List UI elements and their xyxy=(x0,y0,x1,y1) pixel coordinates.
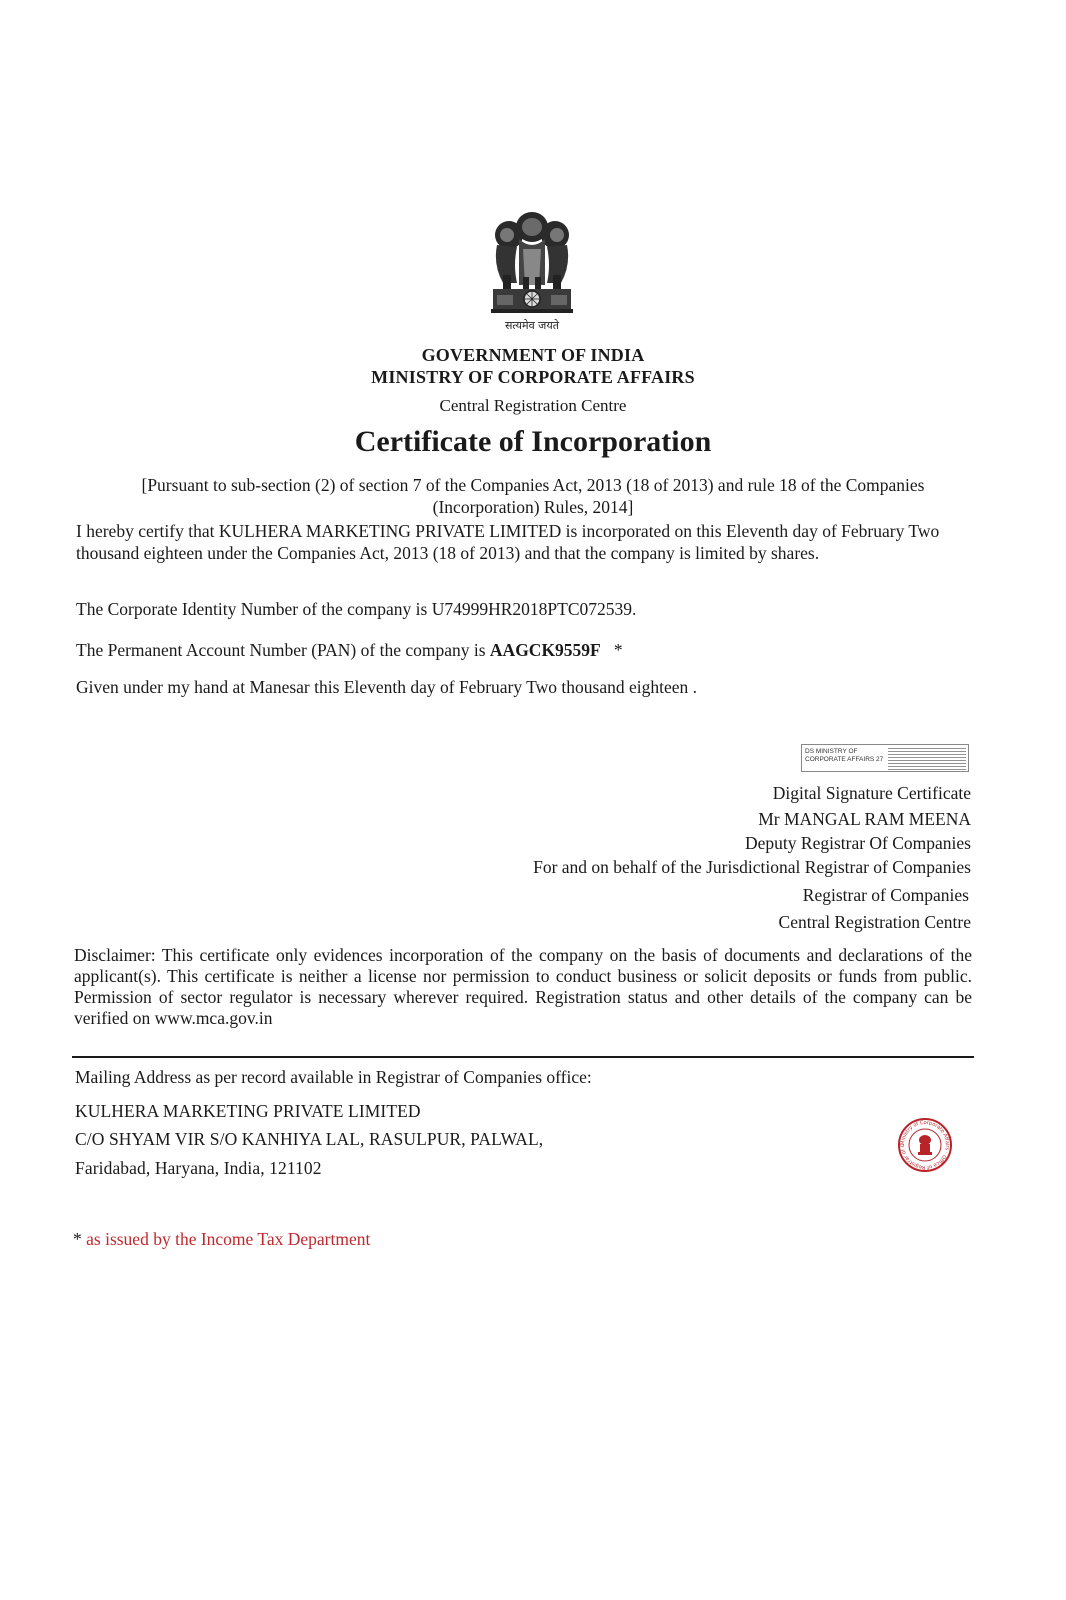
dsc-label: Digital Signature Certificate xyxy=(772,783,971,803)
mailing-address-label: Mailing Address as per record available in Registrar of Companies office: xyxy=(75,1067,592,1087)
national-emblem xyxy=(483,205,581,335)
pan-statement xyxy=(76,639,976,661)
digital-signature-stamp xyxy=(801,744,969,772)
seal-icon xyxy=(897,1117,953,1173)
pan-footnote xyxy=(73,1229,370,1250)
address-line-3: Faridabad, Haryana, India, 121102 xyxy=(75,1158,322,1178)
signatory-behalf: For and on behalf of the Jurisdictional Registrar of Companies xyxy=(533,857,971,877)
footnote-asterisk: * xyxy=(73,1229,82,1249)
ministry-heading: MINISTRY OF CORPORATE AFFAIRS xyxy=(371,367,695,387)
government-heading: GOVERNMENT OF INDIA xyxy=(421,345,645,365)
signatory-registrar: Registrar of Companies xyxy=(802,885,969,905)
seal-text: Ministry of Corporate Affairs · Office of Registrar of C xyxy=(899,1119,951,1171)
given-statement: Given under my hand at Manesar this Eleventh day of February Two thousand eighteen . xyxy=(76,677,698,697)
certification-statement: I hereby certify that KULHERA MARKETING PRIVATE LIMITED is incorporated on this Eleventh day of February Two thousand eighteen under the Companies Act, 2013 (18 of 2013) and that the company is limited by shares. xyxy=(76,521,940,563)
centre-subheading: Central Registration Centre xyxy=(439,396,627,415)
emblem-motto: सत्यमेव जयते xyxy=(504,319,560,332)
address-line-1: KULHERA MARKETING PRIVATE LIMITED xyxy=(75,1101,421,1121)
signatory-name: Mr MANGAL RAM MEENA xyxy=(758,809,971,829)
stamp-label: DS MINISTRY OF CORPORATE AFFAIRS 27 xyxy=(805,748,884,763)
section-divider xyxy=(72,1056,974,1058)
signatory-centre: Central Registration Centre xyxy=(778,912,971,932)
footnote-text: as issued by the Income Tax Department xyxy=(86,1229,371,1249)
roc-seal xyxy=(897,1117,953,1173)
signatory-designation: Deputy Registrar Of Companies xyxy=(745,833,971,853)
certificate-title: Certificate of Incorporation xyxy=(354,425,712,458)
disclaimer: Disclaimer: This certificate only evidences incorporation of the company on the basis of documents and declarations of the applicant(s). This certificate is neither a license nor permission to conduct business or solicit deposits or funds from public. Permission of sector regulator is necessary wherever required. Registration status and other details of the company can be verified on www.mca.gov.in xyxy=(74,945,972,1028)
pan-label: The Permanent Account Number (PAN) of the company is xyxy=(76,640,490,660)
pursuant-clause: [Pursuant to sub-section (2) of section 7 of the Companies Act, 2013 (18 of 2013) and rule 18 of the Companies (Incorporation) Rules, 2014] xyxy=(141,475,925,517)
pan-value: AAGCK9559F xyxy=(489,640,601,660)
stamp-details xyxy=(888,748,966,770)
lion-capital-icon xyxy=(483,205,581,335)
cin-statement: The Corporate Identity Number of the company is U74999HR2018PTC072539. xyxy=(76,599,637,619)
address-line-2: C/O SHYAM VIR S/O KANHIYA LAL, RASULPUR, PALWAL, xyxy=(75,1129,544,1149)
pan-asterisk: * xyxy=(613,640,623,660)
